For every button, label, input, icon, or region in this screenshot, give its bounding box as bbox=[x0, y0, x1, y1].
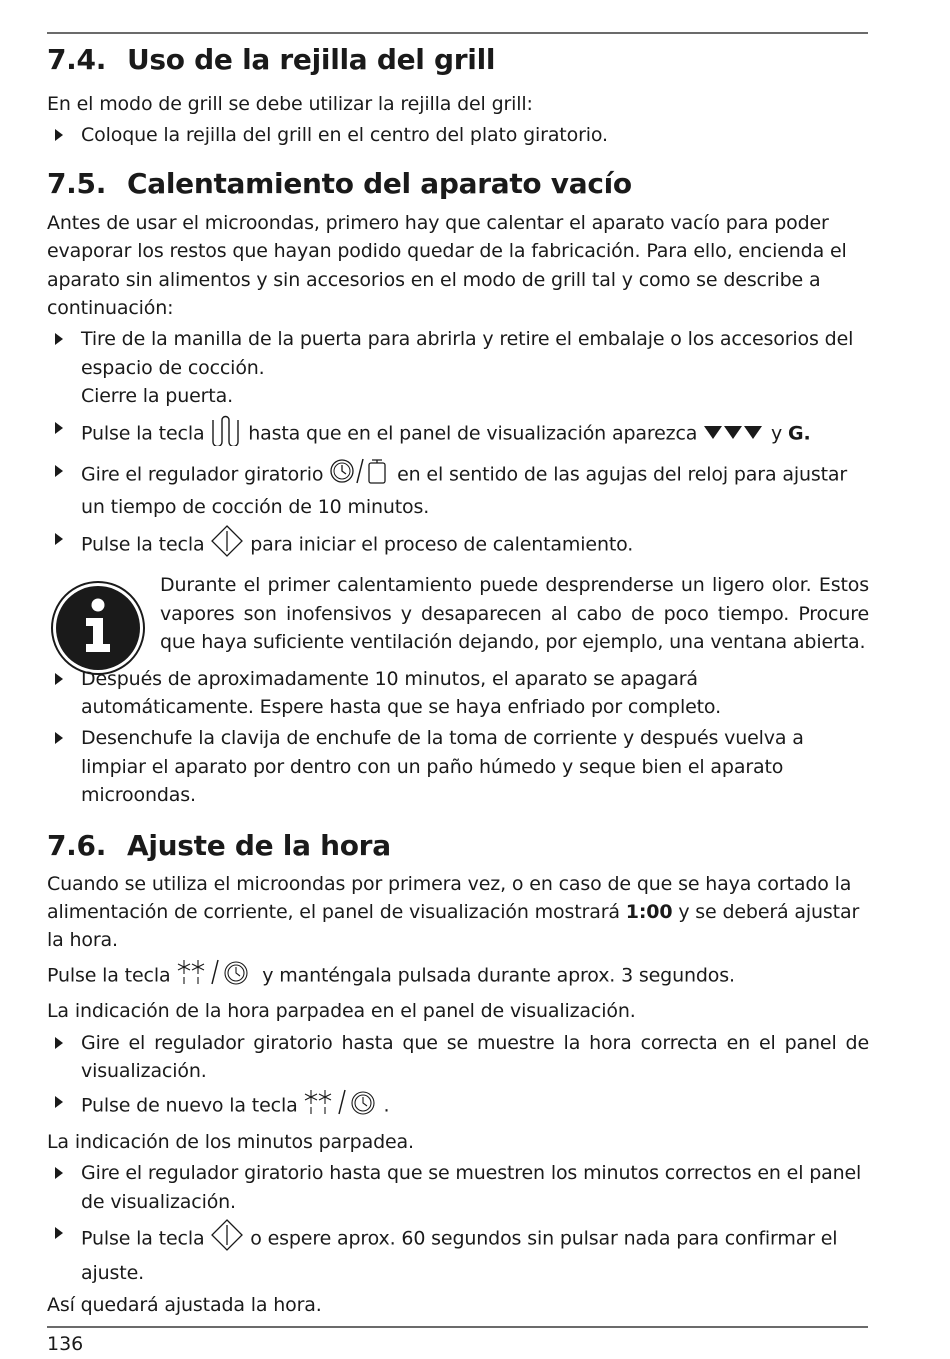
start-key-icon bbox=[210, 1219, 244, 1259]
bullet-arrow-icon bbox=[55, 1096, 63, 1108]
page-content bbox=[47, 42, 869, 1319]
grill-mode-indicator: G. bbox=[788, 422, 811, 445]
bullet-arrow-icon bbox=[55, 129, 63, 141]
list-item: Gire el regulador giratorio hasta que se muestren los minutos correctos en el panel de visualización. bbox=[47, 1159, 869, 1216]
info-box bbox=[47, 571, 869, 656]
list-item: Pulse la tecla para iniciar el proceso de calentamiento. bbox=[47, 525, 869, 565]
top-rule bbox=[47, 32, 868, 34]
list-item: Coloque la rejilla del grill en el centro del plato giratorio. bbox=[47, 121, 869, 149]
list-item: Después de aproximadamente 10 minutos, el aparato se apagará automáticamente. Espere hasta que se haya enfriado por completo. bbox=[47, 665, 869, 722]
grill-key-icon bbox=[210, 414, 242, 454]
bullet-arrow-icon bbox=[55, 1227, 63, 1239]
section-title: Uso de la rejilla del grill bbox=[127, 43, 496, 76]
bullet-arrow-icon bbox=[55, 673, 63, 685]
list-item: Gire el regulador giratorio en el sentido de las agujas del reloj para ajustar un tiempo de cocción de 10 minutos. bbox=[47, 457, 869, 522]
list-item: Gire el regulador giratorio hasta que se muestre la hora correcta en el panel de visualización. bbox=[47, 1029, 869, 1086]
grill-level-triangles-icon bbox=[703, 420, 765, 448]
info-text: Durante el primer calentamiento puede desprenderse un ligero olor. Estos vapores son inofensivos y desaparecen al cabo de poco tiempo. Procure que haya suficiente ventilación dejando, por ejemplo, una ventana abierta. bbox=[160, 574, 869, 654]
bullet-arrow-icon bbox=[55, 732, 63, 744]
bullet-arrow-icon bbox=[55, 422, 63, 434]
section-heading-7-6 bbox=[47, 828, 869, 864]
intro-paragraph: En el modo de grill se debe utilizar la rejilla del grill: bbox=[47, 93, 533, 115]
section-heading-7-5 bbox=[47, 166, 869, 202]
list-item: Pulse la tecla o espere aprox. 60 segundos sin pulsar nada para confirmar el ajuste. bbox=[47, 1219, 869, 1288]
bullet-arrow-icon bbox=[55, 1167, 63, 1179]
intro-paragraph: Cuando se utiliza el microondas por primera vez, o en caso de que se haya cortado la alimentación de corriente, el panel de visualización mostrará 1:00 y se deberá ajustar la hora. bbox=[47, 872, 860, 952]
instruction-line: La indicación de los minutos parpadea. bbox=[47, 1130, 414, 1153]
page-number: 136 bbox=[47, 1333, 84, 1355]
section-title: Calentamiento del aparato vacío bbox=[127, 166, 632, 200]
bullet-arrow-icon bbox=[55, 1037, 63, 1049]
intro-paragraph: Antes de usar el microondas, primero hay que calentar el aparato vacío para poder evaporar los restos que hayan podido quedar de la fabricación. Para ello, encienda el aparato sin alimentos y sin accesorios en el modo de grill tal y como se describe a continuación: bbox=[47, 211, 847, 320]
section-number: 7.5. bbox=[47, 166, 107, 200]
defrost-clock-key-icon bbox=[303, 1088, 383, 1124]
list-item: Tire de la manilla de la puerta para abrirla y retire el embalaje o los accesorios del espacio de cocción. Cierre la puerta. bbox=[47, 325, 869, 410]
start-key-icon bbox=[210, 525, 244, 565]
closing-line: Así quedará ajustada la hora. bbox=[47, 1293, 322, 1316]
defrost-clock-key-icon bbox=[176, 958, 256, 994]
bullet-arrow-icon bbox=[55, 465, 63, 477]
instruction-line: La indicación de la hora parpadea en el panel de visualización. bbox=[47, 1000, 636, 1023]
list-item: Pulse de nuevo la tecla . bbox=[47, 1088, 869, 1124]
clock-timer-icon bbox=[329, 457, 391, 493]
display-reading: 1:00 bbox=[625, 900, 673, 923]
section-title: Ajuste de la hora bbox=[127, 828, 391, 862]
instruction-line: Pulse la tecla y manténgala pulsada durante aprox. 3 segundos. bbox=[47, 958, 869, 994]
section-heading-7-4 bbox=[47, 42, 869, 78]
list-item: Pulse la tecla hasta que en el panel de visualización aparezca y G. bbox=[47, 414, 869, 454]
section-number: 7.4. bbox=[47, 43, 107, 76]
section-number: 7.6. bbox=[47, 828, 107, 862]
bottom-rule bbox=[47, 1326, 868, 1328]
list-item: Desenchufe la clavija de enchufe de la toma de corriente y después vuelva a limpiar el aparato por dentro con un paño húmedo y seque bien el aparato microondas. bbox=[47, 724, 869, 809]
bullet-arrow-icon bbox=[55, 533, 63, 545]
bullet-arrow-icon bbox=[55, 333, 63, 345]
